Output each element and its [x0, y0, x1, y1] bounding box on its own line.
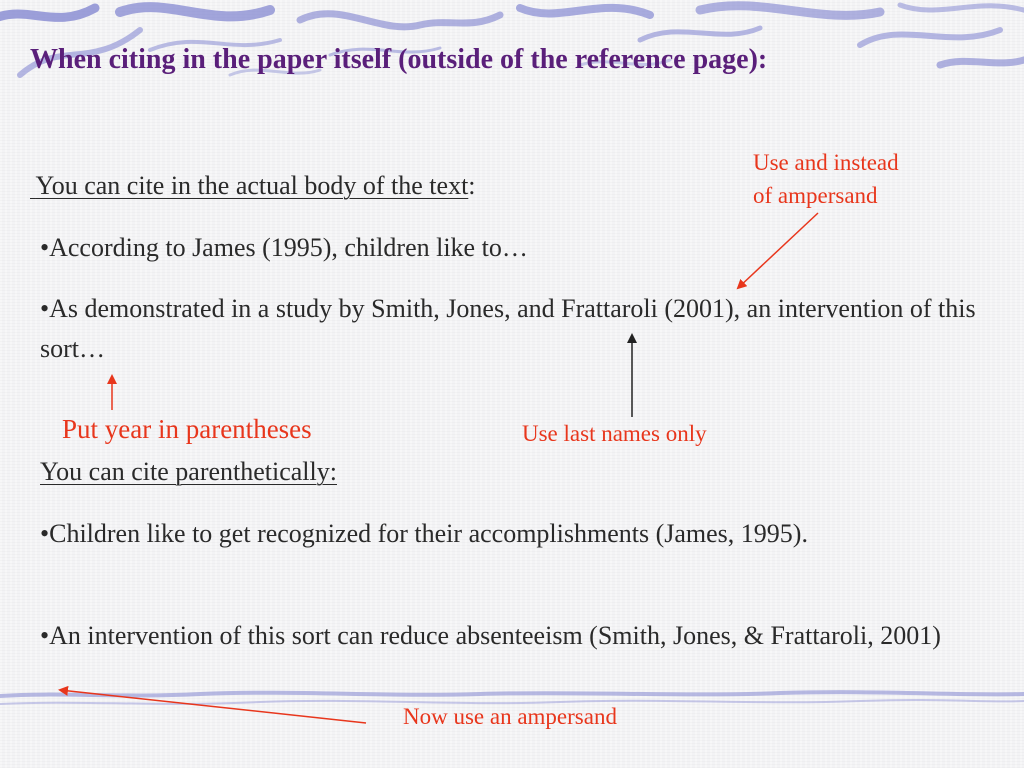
annotation-use-and: Use and instead of ampersand — [753, 150, 899, 208]
annotation-last-names: Use last names only — [522, 421, 707, 446]
body-citation-bullet-2: •As demonstrated in a study by Smith, Jones, and Frattaroli (2001), an intervention of this sort… — [40, 294, 976, 363]
slide-title: When citing in the paper itself (outside of the reference page): — [30, 44, 768, 75]
body-citation-heading-colon: : — [468, 171, 476, 200]
arrow-to-and — [738, 213, 818, 288]
parenthetical-bullet-2: •An intervention of this sort can reduce absenteeism (Smith, Jones, & Frattaroli, 2001) — [40, 621, 941, 650]
body-citation-bullet-1: •According to James (1995), children like to… — [40, 233, 528, 262]
parenthetical-citation-heading: You can cite parenthetically: — [40, 457, 337, 486]
annotation-put-year: Put year in parentheses — [62, 414, 312, 444]
annotation-now-ampersand: Now use an ampersand — [403, 704, 617, 729]
parenthetical-bullet-1: •Children like to get recognized for their accomplishments (James, 1995). — [40, 519, 808, 548]
body-citation-heading-text: You can cite in the actual body of the text — [35, 171, 469, 200]
arrow-to-ampersand — [60, 690, 366, 723]
